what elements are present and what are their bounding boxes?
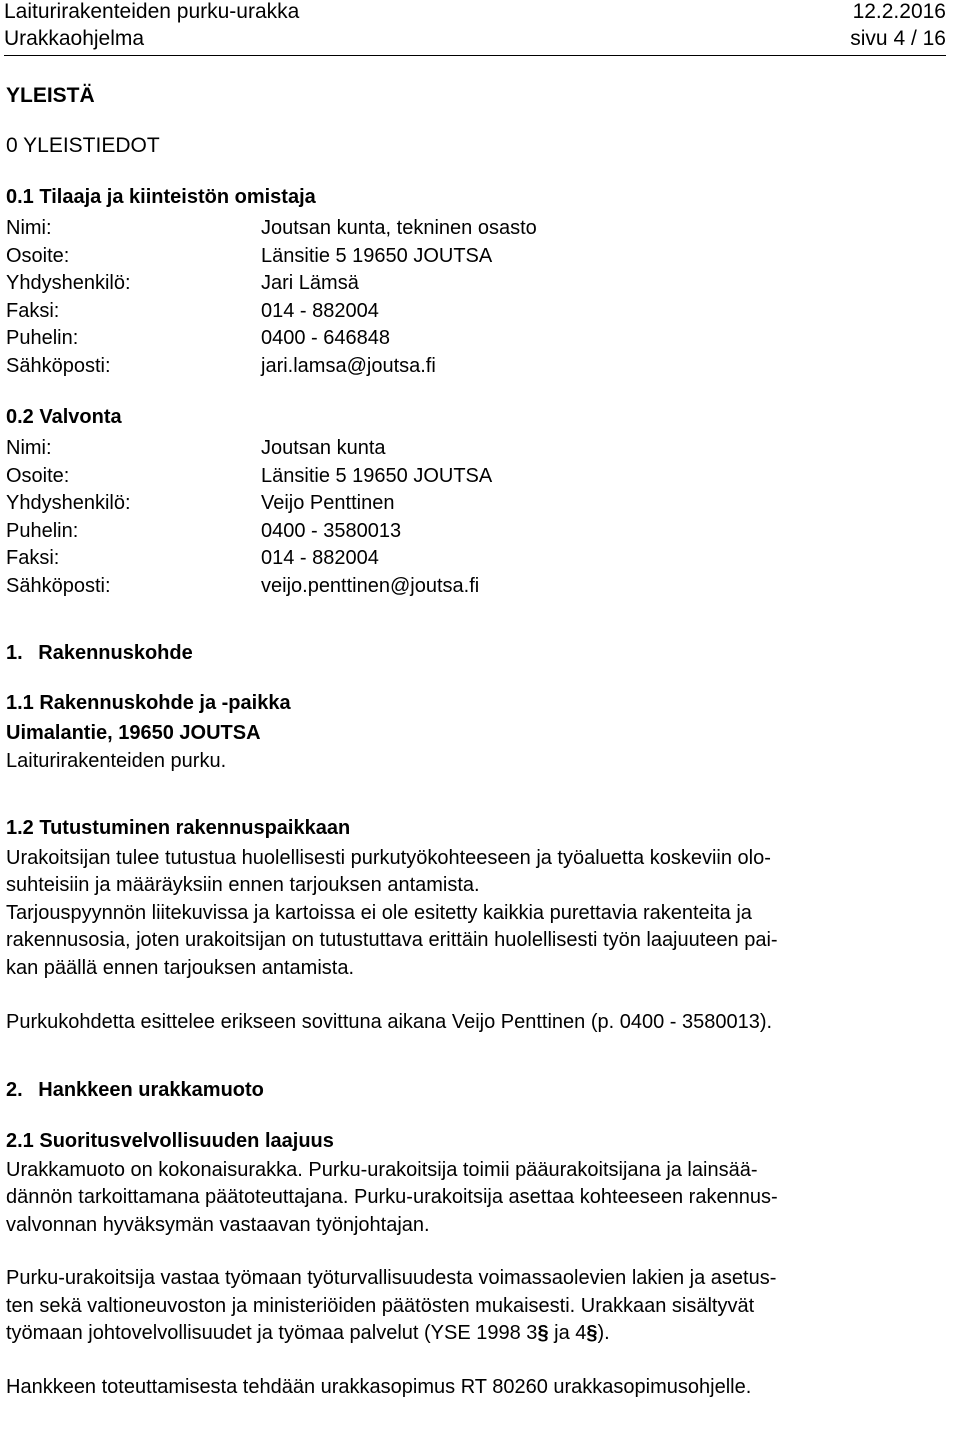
heading-valvonta: 0.2 Valvonta [6,406,122,428]
heading-yleistiedot: 0 YLEISTIEDOT [6,134,160,157]
tilaaja-row-puhelin [6,325,941,353]
text-line: dännön tarkoittamana päätoteuttajana. Purku-urakoitsija asettaa kohteeseen rakennus- [6,1186,778,1208]
value: 014 - 882004 [261,547,379,569]
label: Puhelin: [6,327,79,349]
tilaaja-row-nimi [6,215,941,243]
tilaaja-row-faksi [6,298,941,326]
paragraph-urakkasopimus: Hankkeen toteuttamisesta tehdään urakkasopimus RT 80260 urakkasopimusohjelle. [6,1375,752,1398]
paragraph-purkukohde-esittely: Purkukohdetta esittelee erikseen sovittuna aikana Veijo Penttinen (p. 0400 - 3580013). [6,1011,773,1033]
label: Sähköposti: [6,574,111,597]
label: Faksi: [6,299,60,322]
heading-tutustuminen: 1.2 Tutustuminen rakennuspaikkaan [6,816,351,839]
label: Puhelin: [6,519,79,542]
heading-yleista: YLEISTÄ [6,84,95,107]
text-line: rakennusosia, joten urakoitsijan on tutustuttava erittäin huolellisesti työn laajuuteen pai- [6,929,778,951]
heading-rakennuskohde [6,638,941,668]
value: 0400 - 646848 [261,327,391,349]
text-run: ja 4 [548,1322,587,1344]
section-title: Rakennuskohde [38,642,193,664]
heading-rakennuskohde-paikka: 1.1 Rakennuskohde ja -paikka [6,692,291,714]
heading-suoritusvelvollisuus: 2.1 Suoritusvelvollisuuden laajuus [6,1129,334,1152]
text-line: kan päällä ennen tarjouksen antamista. [6,956,355,979]
text-line: suhteisiin ja määräyksiin ennen tarjouksen antamista. [6,874,480,896]
paragraph-tutustuminen [6,845,941,983]
valvonta-row-puhelin [6,518,941,546]
tilaaja-row-osoite [6,243,941,271]
valvonta-info [6,435,941,600]
value: Joutsan kunta [261,437,386,459]
valvonta-row-faksi [6,545,941,573]
text-line [6,1320,941,1348]
value: Länsitie 5 19650 JOUTSA [261,464,493,487]
email-link[interactable]: jari.lamsa@joutsa.fi [261,354,436,377]
text-line: valvonnan hyväksymän vastaavan työnjohtajan. [6,1213,430,1236]
label: Faksi: [6,547,60,569]
tilaaja-row-yhdyshenkilo [6,270,941,298]
section-number: 2. [6,1078,23,1101]
section-sign: § [537,1322,549,1344]
valvonta-row-yhdyshenkilo [6,490,941,518]
label: Yhdyshenkilö: [6,492,131,514]
header-page-number: sivu 4 / 16 [850,27,946,50]
label: Nimi: [6,217,52,239]
label: Yhdyshenkilö: [6,272,131,294]
section-title: Hankkeen urakkamuoto [38,1078,264,1101]
header-doc-title: Laiturirakenteiden purku-urakka [4,0,300,23]
text-line: Purku-urakoitsija vastaa työmaan työturvallisuudesta voimassaolevien lakien ja asetus- [6,1267,777,1289]
site-description: Laiturirakenteiden purku. [6,750,227,772]
valvonta-row-sahkoposti [6,573,941,601]
label: Sähköposti: [6,354,111,377]
value: Jari Lämsä [261,272,359,294]
tilaaja-info [6,215,941,380]
value: 0400 - 3580013 [261,519,402,542]
value: Joutsan kunta, tekninen osasto [261,217,537,239]
heading-hankkeen-urakkamuoto [6,1075,941,1105]
valvonta-row-osoite [6,463,941,491]
header-rule [4,55,946,56]
label: Nimi: [6,437,52,459]
header-section: Urakkaohjelma [4,27,145,50]
text-line: Urakoitsijan tulee tutustua huolellisesti purkutyökohteeseen ja työaluetta koskeviin olo- [6,846,771,869]
text-run: ). [597,1322,610,1344]
tilaaja-row-sahkoposti [6,353,941,381]
page-header [4,0,946,56]
text-line: Urakkamuoto on kokonaisurakka. Purku-urakoitsija toimii pääurakoitsijana ja lainsää- [6,1158,758,1181]
heading-tilaaja: 0.1 Tilaaja ja kiinteistön omistaja [6,186,316,208]
value: Länsitie 5 19650 JOUTSA [261,244,493,267]
document-body [6,80,941,1401]
text-line: Tarjouspyynnön liitekuvissa ja kartoissa ei ole esitetty kaikkia purettavia rakenteita ja [6,901,752,924]
paragraph-tyoturvallisuus [6,1265,941,1348]
section-number: 1. [6,642,23,664]
label: Osoite: [6,244,70,267]
paragraph-urakkamuoto [6,1157,941,1240]
value: 014 - 882004 [261,299,379,322]
site-address: Uimalantie, 19650 JOUTSA [6,722,261,744]
email-link[interactable]: veijo.penttinen@joutsa.fi [261,574,480,597]
text-line: ten sekä valtioneuvoston ja ministeriöiden päätösten mukaisesti. Urakkaan sisältyvät [6,1294,755,1317]
section-sign: § [586,1322,598,1344]
label: Osoite: [6,464,70,487]
value: Veijo Penttinen [261,492,395,514]
text-run: työmaan johtovelvollisuudet ja työmaa palvelut (YSE 1998 3 [6,1322,538,1344]
header-date: 12.2.2016 [852,0,946,23]
valvonta-row-nimi [6,435,941,463]
